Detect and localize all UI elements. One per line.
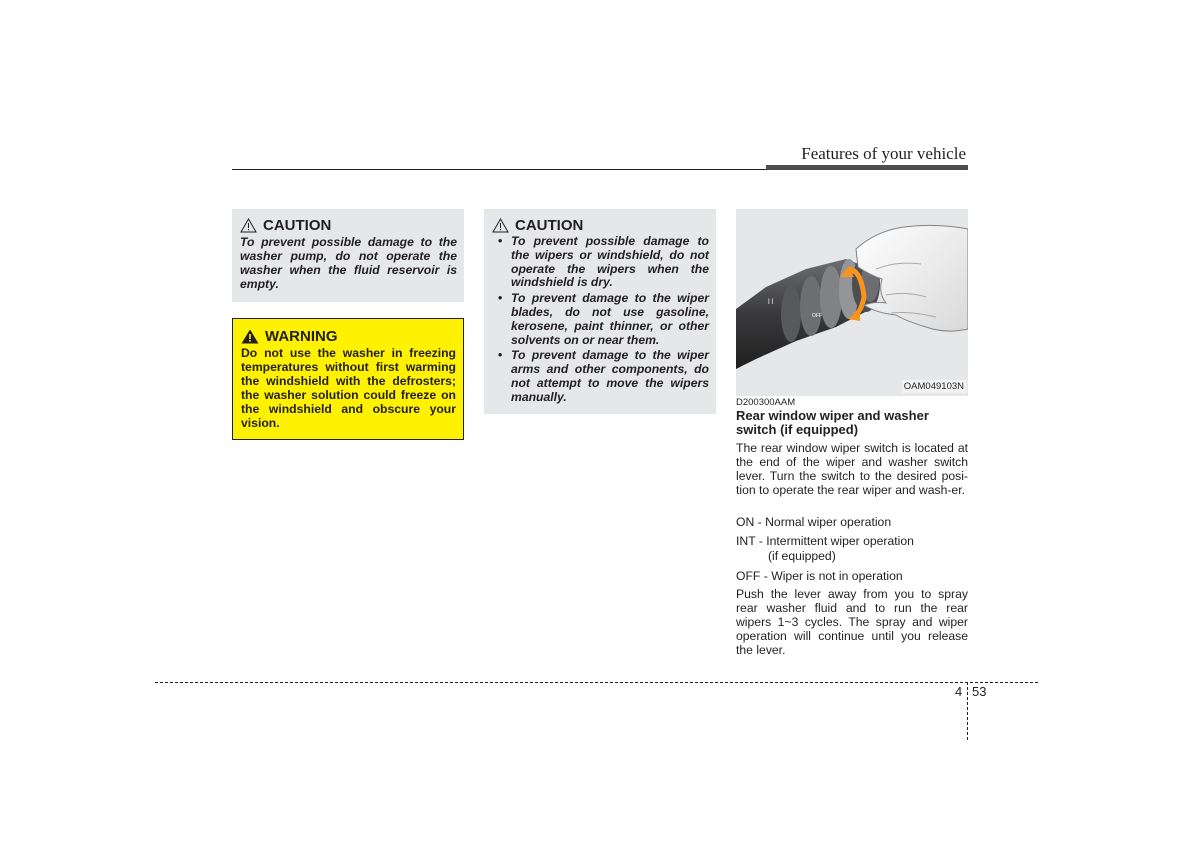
mode-off: OFF - Wiper is not in operation [736,569,903,583]
list-item [492,292,709,347]
svg-text:ꟾ ꟾ: ꟾ ꟾ [768,300,774,306]
section-title: Rear window wiper and washer switch (if equipped) [736,408,929,437]
caution-title: CAUTION [515,217,584,234]
mode-on: ON - Normal wiper operation [736,515,892,529]
list-item-text: To prevent damage to the wiper blades, do not use gasoline, kerosene, paint thinner, or other solvents on or near them. [511,291,709,347]
list-item-text: To prevent possible damage to the wipers or windshield, do not operate the wipers when the windshield is dry. [511,234,709,290]
page-number: 53 [972,684,987,699]
list-item-text: To prevent damage to the wiper arms and other components, do not attempt to move the wipers manually. [511,348,709,404]
figure-code: OAM049103N [903,381,964,392]
list-item [492,235,709,290]
caution-triangle-icon [492,218,509,233]
bullet-marker: • [498,234,503,248]
warning-text: Do not use the washer in freezing temperatures without first warming the windshield with the defrosters; the washer solution could freeze on the windshield and obscure your vision. [241,346,456,430]
mode-int-note: (if equipped) [768,549,836,563]
caution-heading [240,217,457,234]
warning-title: WARNING [265,328,338,345]
list-item [492,349,709,404]
warning-box-freezing [232,318,464,440]
footer-rule [155,682,1038,683]
footer-divider [967,682,968,740]
caution-box-washer-pump [232,209,464,302]
section-intro: The rear window wiper switch is located at the end of the wiper and washer switch lever. Turn the switch to the desired posi-tion to operate the rear wiper and wash-er. [736,441,968,497]
bullet-marker: • [498,348,503,363]
page-header-title: Features of your vehicle [801,144,966,163]
caution-triangle-icon [240,218,257,233]
header-rule-accent [766,165,968,170]
hand-on-lever-image [736,209,968,396]
warning-heading [241,328,456,345]
mode-int: INT - Intermittent wiper operation [736,534,914,548]
bullet-marker: • [498,291,503,306]
caution-heading [492,217,709,234]
caution-bullet-list [492,235,709,405]
lever-off-label: OFF [812,313,822,319]
header-rule [232,169,768,170]
caution-title: CAUTION [263,217,332,234]
caution-box-wipers [484,209,716,414]
chapter-number: 4 [955,684,963,699]
washer-instructions: Push the lever away from you to spray rear washer fluid and to run the rear wipers 1~3 cycles. The spray and wiper operation will continue until you release the lever. [736,587,968,657]
wiper-lever-illustration [736,209,968,396]
section-code: D200300AAM [736,397,796,408]
caution-text: To prevent possible damage to the washer pump, do not operate the washer when the fluid reservoir is empty. [240,235,457,291]
warning-triangle-icon [241,329,259,344]
